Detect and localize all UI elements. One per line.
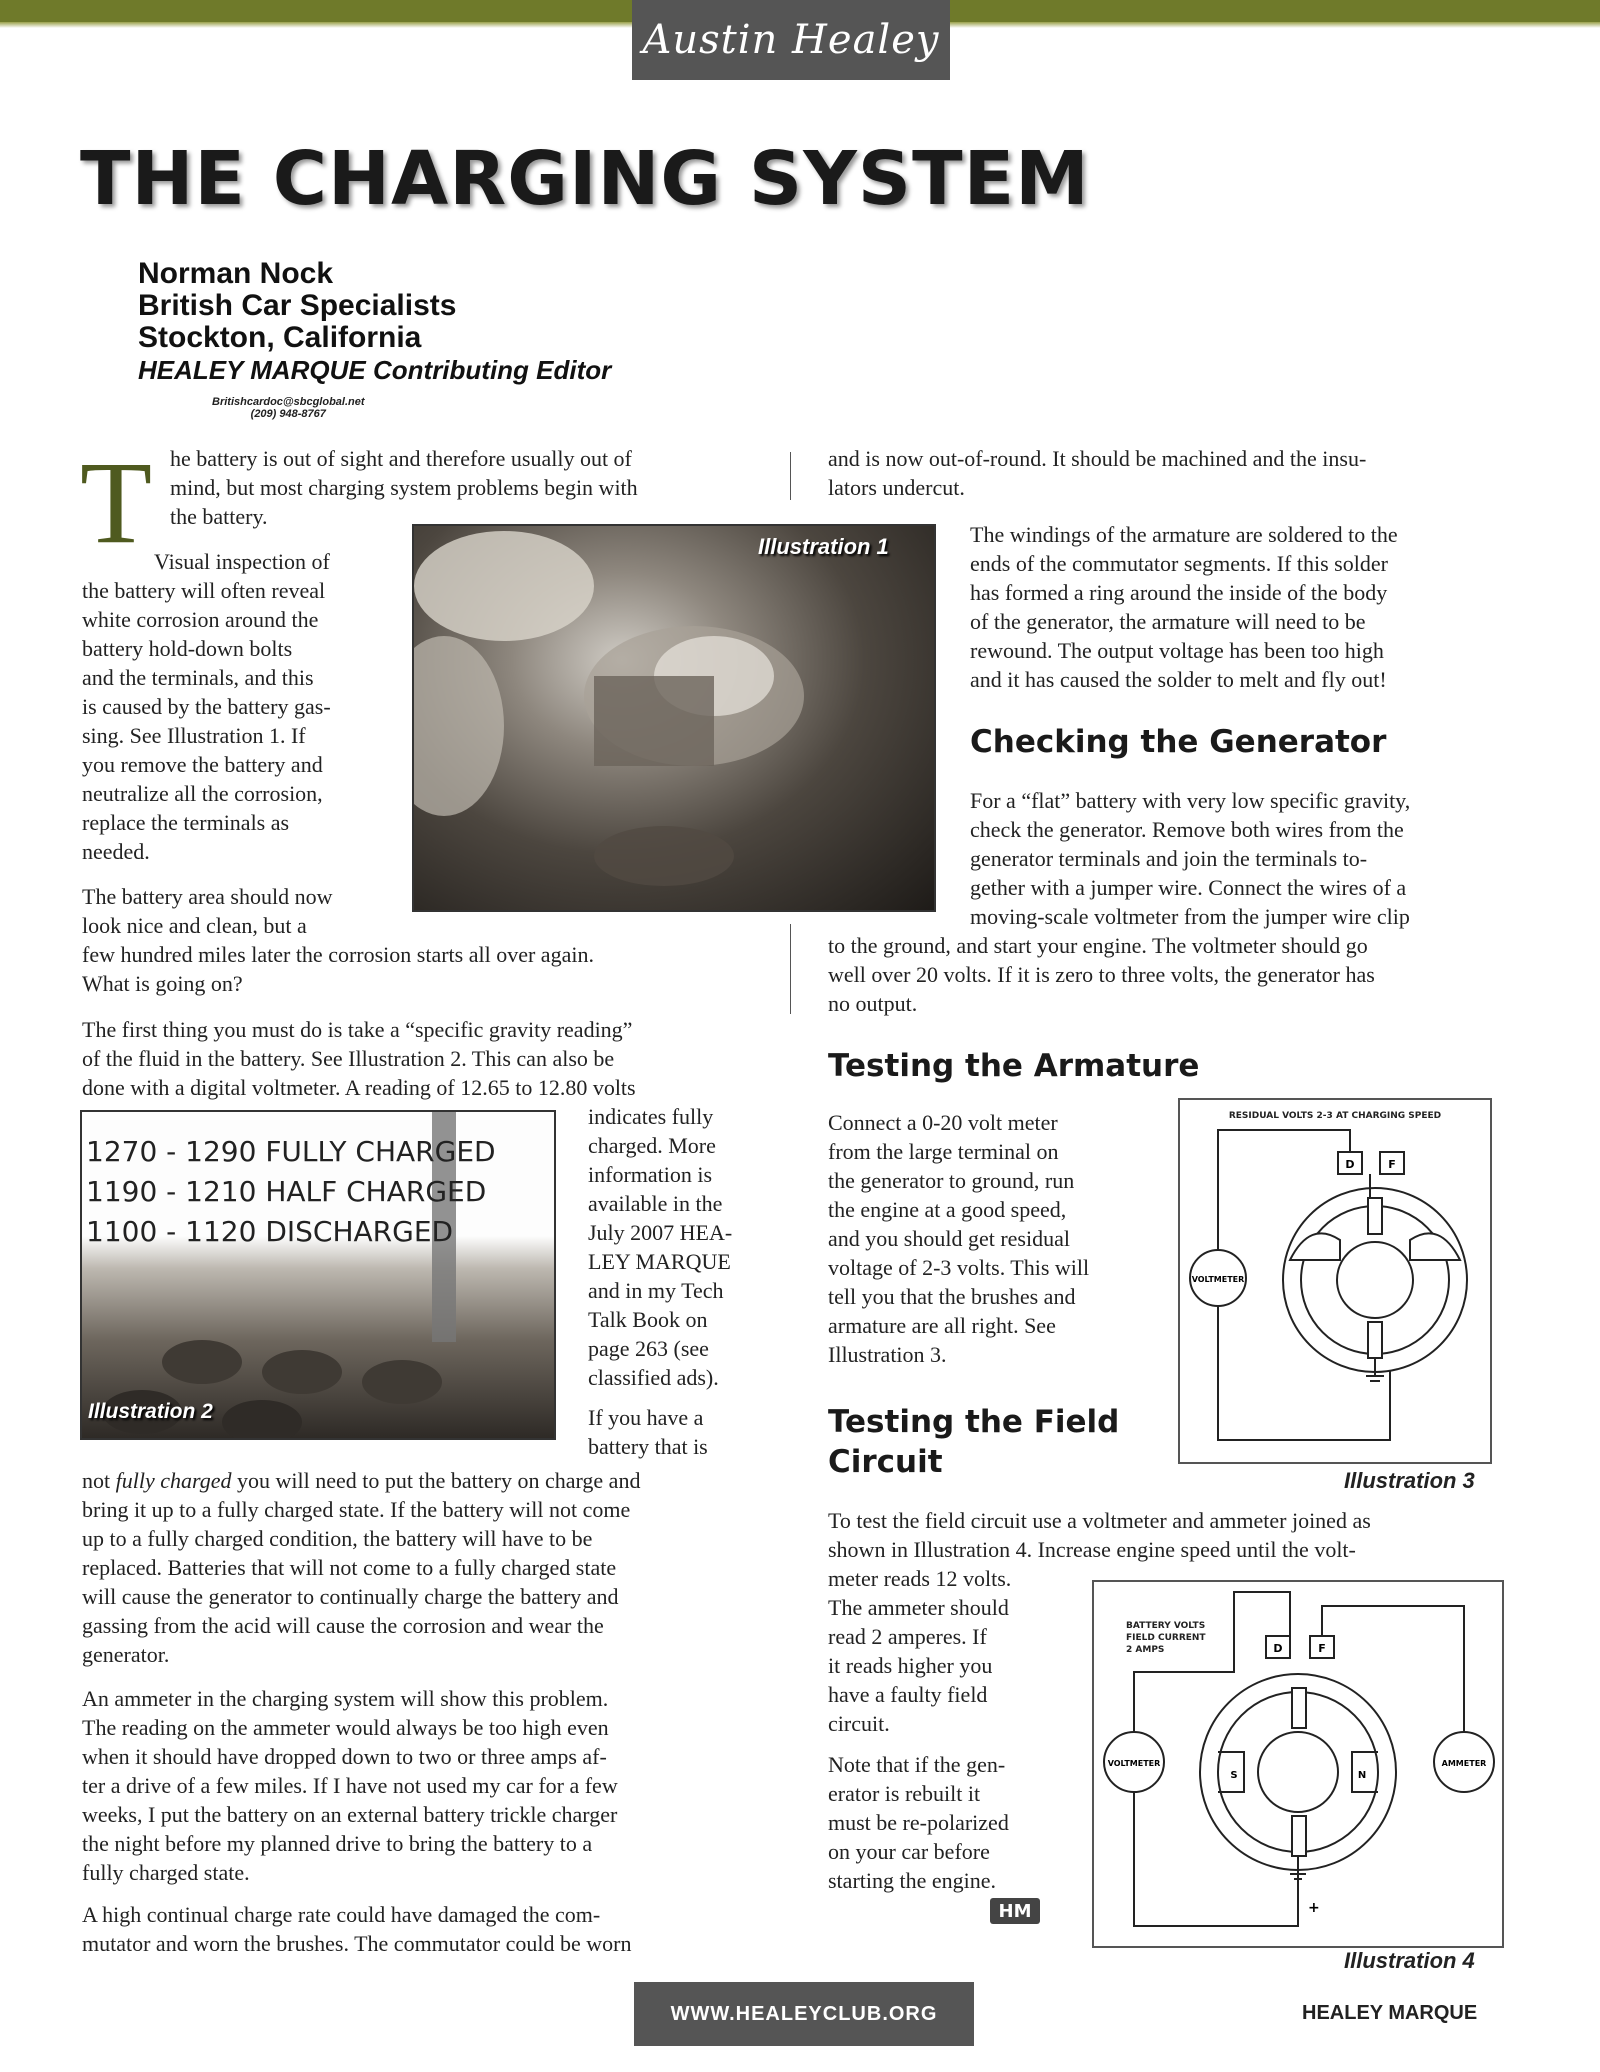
note-line: starting the engine. <box>828 1868 997 1893</box>
fully-charged-side-text <box>588 1102 732 1461</box>
repolarize-note <box>828 1750 1009 1895</box>
gravity-chart-line: 1270 - 1290 FULLY CHARGED <box>86 1135 496 1168</box>
footer-website[interactable] <box>634 1982 974 2046</box>
high-rate-line: A high continual charge rate could have damaged the com- <box>82 1902 601 1927</box>
charge-line: gassing from the acid will cause the corrosion and wear the <box>82 1613 604 1638</box>
field-line: it reads higher you <box>828 1653 993 1678</box>
visual-line: you remove the battery and <box>82 752 323 777</box>
specific-gravity-paragraph <box>82 1015 636 1102</box>
gravity-line: done with a digital voltmeter. A reading of 12.65 to 12.80 volts <box>82 1075 636 1100</box>
windings-line: and it has caused the solder to melt and fly out! <box>970 667 1387 692</box>
side-line: If you have a <box>588 1405 704 1430</box>
ill4-header-line: FIELD CURRENT <box>1126 1633 1206 1643</box>
battery-area-line: look nice and clean, but a <box>82 913 307 938</box>
charge-line-first <box>82 1466 640 1495</box>
armature-paragraph <box>828 1108 1089 1369</box>
side-line: indicates fully <box>588 1104 714 1129</box>
illustration-1-label: Illustration 1 <box>758 534 889 559</box>
visual-line: white corrosion around the <box>82 607 319 632</box>
windings-paragraph <box>970 520 1398 694</box>
checking-line: no output. <box>828 991 918 1016</box>
battery-area-line: few hundred miles later the corrosion starts all over again. <box>82 942 594 967</box>
author-location: Stockton, California <box>138 321 422 354</box>
windings-line: The windings of the armature are soldered to the <box>970 522 1398 547</box>
charge-line: bring it up to a fully charged state. If the battery will not come <box>82 1497 631 1522</box>
ill3-voltmeter-label: VOLTMETER <box>1191 1275 1245 1284</box>
ill4-plus: + <box>1308 1900 1320 1916</box>
logo-text: Austin Healey <box>642 17 940 63</box>
armature-line: Connect a 0-20 volt meter <box>828 1110 1058 1135</box>
ill3-terminal-d: D <box>1345 1158 1355 1171</box>
author-name: Norman Nock <box>138 257 334 290</box>
gravity-line: of the fluid in the battery. See Illustration 2. This can also be <box>82 1046 615 1071</box>
ill4-header-line: BATTERY VOLTS <box>1126 1621 1206 1631</box>
illustration-4-diagram <box>1092 1580 1504 1948</box>
field-line: The ammeter should <box>828 1595 1009 1620</box>
ill4-voltmeter-label: VOLTMETER <box>1107 1759 1161 1768</box>
field-heading-line: Testing the Field <box>828 1404 1120 1440</box>
visual-line: battery hold-down bolts <box>82 636 293 661</box>
visual-line: needed. <box>82 839 150 864</box>
footer-url[interactable]: WWW.HEALEYCLUB.ORG <box>670 2002 938 2025</box>
side-line: and in my Tech <box>588 1278 724 1303</box>
ammeter-line: when it should have dropped down to two or three amps af- <box>82 1744 607 1769</box>
charge-line: up to a fully charged condition, the battery will have to be <box>82 1526 593 1551</box>
ill3-terminal-f: F <box>1388 1158 1396 1171</box>
illustration-1-photo <box>412 524 936 912</box>
note-line: Note that if the gen- <box>828 1752 1006 1777</box>
illustration-3-caption: Illustration 3 <box>1344 1468 1475 1493</box>
illustration-2-label: Illustration 2 <box>88 1400 213 1423</box>
ammeter-line: The reading on the ammeter would always be too high even <box>82 1715 609 1740</box>
visual-line: replace the terminals as <box>82 810 290 835</box>
drop-cap: T <box>80 437 153 568</box>
ill4-terminal-f: F <box>1318 1642 1326 1655</box>
windings-line: of the generator, the armature will need to be <box>970 609 1366 634</box>
ammeter-line: ter a drive of a few miles. If I have not used my car for a few <box>82 1773 618 1798</box>
checking-line: generator terminals and join the terminals to- <box>970 846 1368 871</box>
armature-line: tell you that the brushes and <box>828 1284 1076 1309</box>
testing-armature-heading: Testing the Armature <box>828 1048 1200 1084</box>
intro-line: mind, but most charging system problems begin with <box>170 475 638 500</box>
ammeter-paragraph <box>82 1684 618 1887</box>
corroded-terminal-image <box>414 526 934 910</box>
armature-line: armature are all right. See <box>828 1313 1056 1338</box>
end-mark-hm: HM <box>990 1898 1040 1924</box>
high-rate-line: mutator and worn the brushes. The commutator could be worn <box>82 1931 632 1956</box>
side-line: LEY MARQUE <box>588 1249 731 1274</box>
worn-continuation <box>828 444 1366 502</box>
charge-line: replaced. Batteries that will not come to a fully charged state <box>82 1555 617 1580</box>
windings-line: rewound. The output voltage has been too high <box>970 638 1384 663</box>
armature-line: the engine at a good speed, <box>828 1197 1067 1222</box>
battery-area-line: What is going on? <box>82 971 243 996</box>
armature-circuit-svg <box>1180 1100 1490 1462</box>
intro-paragraph <box>170 444 638 531</box>
armature-line: from the large terminal on <box>828 1139 1059 1164</box>
side-line: charged. More <box>588 1133 716 1158</box>
field-line: To test the field circuit use a voltmeter and ammeter joined as <box>828 1508 1371 1533</box>
field-line: shown in Illustration 4. Increase engine speed until the volt- <box>828 1537 1356 1562</box>
intro-line: the battery. <box>170 504 268 529</box>
checking-line: check the generator. Remove both wires from the <box>970 817 1404 842</box>
intro-line: he battery is out of sight and therefore usually out of <box>170 446 632 471</box>
side-line: July 2007 HEA- <box>588 1220 733 1245</box>
visual-line: is caused by the battery gas- <box>82 694 331 719</box>
gravity-chart-line: 1190 - 1210 HALF CHARGED <box>86 1175 487 1208</box>
armature-line: the generator to ground, run <box>828 1168 1075 1193</box>
gravity-chart-line: 1100 - 1120 DISCHARGED <box>86 1215 454 1248</box>
contact-info <box>212 396 365 420</box>
illustration-3-diagram <box>1178 1098 1492 1464</box>
checking-line: to the ground, and start your engine. The voltmeter should go <box>828 933 1368 958</box>
visual-line: and the terminals, and this <box>82 665 314 690</box>
footer-magazine-name: HEALEY MARQUE <box>1302 2002 1478 2024</box>
testing-field-heading <box>828 1402 1119 1482</box>
side-line: classified ads). <box>588 1365 719 1390</box>
visual-line: the battery will often reveal <box>82 578 326 603</box>
illustration-2-photo <box>80 1110 556 1440</box>
armature-line: Illustration 3. <box>828 1342 947 1367</box>
ill4-ammeter-label: AMMETER <box>1441 1759 1487 1768</box>
note-line: erator is rebuilt it <box>828 1781 981 1806</box>
gravity-line: The first thing you must do is take a “specific gravity reading” <box>82 1017 633 1042</box>
ammeter-line: An ammeter in the charging system will show this problem. <box>82 1686 609 1711</box>
field-line: circuit. <box>828 1711 890 1736</box>
worn-line: lators undercut. <box>828 475 965 500</box>
worn-line: and is now out-of-round. It should be machined and the insu- <box>828 446 1367 471</box>
side-line: page 263 (see <box>588 1336 709 1361</box>
note-line: must be re-polarized <box>828 1810 1009 1835</box>
ill4-header-line: 2 AMPS <box>1126 1645 1165 1655</box>
ammeter-line: weeks, I put the battery on an external battery trickle charger <box>82 1802 618 1827</box>
side-line: available in the <box>588 1191 723 1216</box>
fully-charged-emphasis: fully charged <box>115 1468 232 1493</box>
illustration-4-caption: Illustration 4 <box>1344 1948 1475 1973</box>
ill3-header-text: RESIDUAL VOLTS 2-3 AT CHARGING SPEED <box>1228 1111 1442 1121</box>
not-rest: you will need to put the battery on charge and <box>231 1468 641 1493</box>
visual-line: sing. See Illustration 1. If <box>82 723 306 748</box>
windings-line: ends of the commutator segments. If this solder <box>970 551 1388 576</box>
column-divider <box>790 452 791 500</box>
battery-area-paragraph <box>82 882 594 998</box>
high-charge-rate-paragraph <box>82 1900 631 1958</box>
charge-line: will cause the generator to continually charge the battery and <box>82 1584 619 1609</box>
field-heading-line: Circuit <box>828 1444 943 1480</box>
note-line: on your car before <box>828 1839 990 1864</box>
armature-line: and you should get residual <box>828 1226 1070 1251</box>
field-line: meter reads 12 volts. <box>828 1566 1012 1591</box>
battery-area-line: The battery area should now <box>82 884 333 909</box>
checking-generator-paragraph <box>970 786 1410 931</box>
ill4-terminal-d: D <box>1273 1642 1283 1655</box>
ill4-pole-n: N <box>1357 1770 1367 1781</box>
field-line: have a faulty field <box>828 1682 988 1707</box>
byline <box>138 258 611 386</box>
not-fully-charged-paragraph <box>82 1466 640 1669</box>
checking-generator-continued <box>828 931 1375 1018</box>
field-circuit-svg <box>1094 1582 1502 1946</box>
visual-inspection-paragraph <box>82 547 331 866</box>
side-line: information is <box>588 1162 713 1187</box>
charge-line: generator. <box>82 1642 170 1667</box>
field-line: read 2 amperes. If <box>828 1624 987 1649</box>
checking-line: well over 20 volts. If it is zero to three volts, the generator has <box>828 962 1375 987</box>
austin-healey-logo <box>632 0 950 80</box>
not-prefix: not <box>82 1468 116 1493</box>
side-line: battery that is <box>588 1434 708 1459</box>
author-role: HEALEY MARQUE Contributing Editor <box>138 355 612 385</box>
armature-line: voltage of 2-3 volts. This will <box>828 1255 1090 1280</box>
author-company: British Car Specialists <box>138 289 457 322</box>
contact-email[interactable]: Britishcardoc@sbcglobal.net <box>212 396 365 408</box>
checking-line: For a “flat” battery with very low specific gravity, <box>970 788 1411 813</box>
ammeter-line: fully charged state. <box>82 1860 250 1885</box>
article-title: THE CHARGING SYSTEM <box>80 136 1090 222</box>
ill4-pole-s: S <box>1230 1770 1238 1781</box>
column-divider <box>790 924 791 1014</box>
checking-line: gether with a jumper wire. Connect the wires of a <box>970 875 1407 900</box>
windings-line: has formed a ring around the inside of the body <box>970 580 1388 605</box>
side-line: Talk Book on <box>588 1307 708 1332</box>
checking-generator-heading: Checking the Generator <box>970 724 1387 760</box>
visual-line: neutralize all the corrosion, <box>82 781 323 806</box>
specific-gravity-chart <box>86 1132 496 1252</box>
checking-line: moving-scale voltmeter from the jumper wire clip <box>970 904 1410 929</box>
contact-phone: (209) 948-8767 <box>250 408 326 420</box>
visual-line: Visual inspection of <box>154 549 330 574</box>
ammeter-line: the night before my planned drive to bring the battery to a <box>82 1831 593 1856</box>
